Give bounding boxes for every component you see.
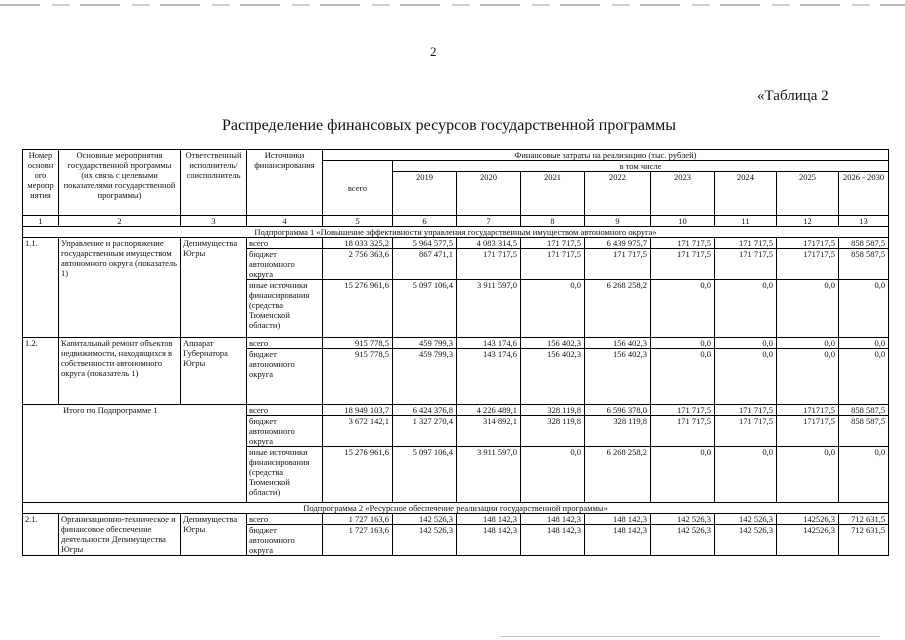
col-number: 13 <box>839 216 889 227</box>
value: 1 727 163,6 <box>323 525 393 556</box>
value: 3 911 597,0 <box>457 447 521 503</box>
table-label: «Таблица 2 <box>757 88 829 104</box>
value: 4 226 489,1 <box>457 405 521 416</box>
header-year: 2019 <box>393 172 457 216</box>
header-responsible: Ответственный исполнитель/ соисполнитель <box>181 150 247 216</box>
table-row <box>23 514 889 525</box>
value: 5 964 577,5 <box>393 238 457 249</box>
value: 148 142,3 <box>585 525 651 556</box>
table-row <box>23 238 889 249</box>
source: бюджет автономного округа <box>247 416 323 447</box>
value: 459 799,3 <box>393 349 457 405</box>
col-number: 10 <box>651 216 715 227</box>
value: 0,0 <box>839 447 889 503</box>
value: 171 717,5 <box>715 249 777 280</box>
value: 1 727 163,6 <box>323 514 393 525</box>
value: 0,0 <box>651 349 715 405</box>
value: 1 327 270,4 <box>393 416 457 447</box>
activity-name: Капитальный ремонт объектов недвижимости, находящихся в собственности автономного округа (показатель 1) <box>59 338 181 405</box>
value: 171 717,5 <box>715 416 777 447</box>
value: 171717,5 <box>777 416 839 447</box>
value: 15 276 961,6 <box>323 447 393 503</box>
source: бюджет автономного округа <box>247 349 323 405</box>
header-year: 2026 - 2030 <box>839 172 889 216</box>
activity-name: Управление и распоряжение государственным имуществом автономного округа (показатель 1) <box>59 238 181 338</box>
value: 6 596 378,0 <box>585 405 651 416</box>
value: 156 402,3 <box>521 349 585 405</box>
value: 171 717,5 <box>651 238 715 249</box>
value: 0,0 <box>715 349 777 405</box>
value: 0,0 <box>777 338 839 349</box>
header-activity: Основные мероприятия государственной программы (их связь с целевыми показателями государственной программы) <box>59 150 181 216</box>
responsible: Депимущества Югры <box>181 238 247 338</box>
col-number: 12 <box>777 216 839 227</box>
header-year: 2024 <box>715 172 777 216</box>
value: 171717,5 <box>777 238 839 249</box>
value: 0,0 <box>777 349 839 405</box>
value: 867 471,1 <box>393 249 457 280</box>
value: 148 142,3 <box>457 514 521 525</box>
value: 858 587,5 <box>839 416 889 447</box>
source: иные источники финансирования (средства Тюменской области) <box>247 280 323 338</box>
column-number-row <box>23 216 889 227</box>
scan-artifact-line <box>0 4 905 6</box>
document-title: Распределение финансовых ресурсов государственной программы <box>222 117 676 134</box>
col-number: 3 <box>181 216 247 227</box>
subtotal-label: Итого по Подпрограмме 1 <box>23 405 247 503</box>
header-source: Источники финансирования <box>247 150 323 216</box>
value: 0,0 <box>715 338 777 349</box>
activity-name: Организационно-техническое и финансовое обеспечение деятельности Депимущества Югры <box>59 514 181 556</box>
value: 0,0 <box>651 338 715 349</box>
activity-number: 1.2. <box>23 338 59 405</box>
header-year: 2023 <box>651 172 715 216</box>
value: 148 142,3 <box>457 525 521 556</box>
value: 4 083 314,5 <box>457 238 521 249</box>
value: 142526,3 <box>777 514 839 525</box>
value: 0,0 <box>521 280 585 338</box>
value: 328 119,8 <box>585 416 651 447</box>
header-number: Номер основн ого меропр иятия <box>23 150 59 216</box>
header-total: всего <box>323 161 393 216</box>
value: 143 174,6 <box>457 349 521 405</box>
value: 142526,3 <box>777 525 839 556</box>
value: 171 717,5 <box>521 238 585 249</box>
col-number: 6 <box>393 216 457 227</box>
col-number: 7 <box>457 216 521 227</box>
value: 171 717,5 <box>585 249 651 280</box>
value: 142 526,3 <box>651 525 715 556</box>
value: 156 402,3 <box>585 338 651 349</box>
value: 148 142,3 <box>585 514 651 525</box>
value: 2 756 363,6 <box>323 249 393 280</box>
source: всего <box>247 338 323 349</box>
value: 171 717,5 <box>651 249 715 280</box>
value: 171 717,5 <box>521 249 585 280</box>
responsible: Депимущества Югры <box>181 514 247 556</box>
header-year: 2020 <box>457 172 521 216</box>
value: 142 526,3 <box>715 525 777 556</box>
table-row <box>23 405 889 416</box>
source: всего <box>247 514 323 525</box>
value: 0,0 <box>715 447 777 503</box>
col-number: 11 <box>715 216 777 227</box>
scan-artifact-line <box>500 636 880 637</box>
value: 0,0 <box>777 447 839 503</box>
value: 142 526,3 <box>715 514 777 525</box>
value: 712 631,5 <box>839 514 889 525</box>
value: 858 587,5 <box>839 238 889 249</box>
col-number: 2 <box>59 216 181 227</box>
value: 171 717,5 <box>715 405 777 416</box>
table-row <box>23 338 889 349</box>
value: 148 142,3 <box>521 514 585 525</box>
value: 171 717,5 <box>651 405 715 416</box>
value: 915 778,5 <box>323 349 393 405</box>
value: 171717,5 <box>777 249 839 280</box>
value: 156 402,3 <box>521 338 585 349</box>
value: 3 672 142,1 <box>323 416 393 447</box>
value: 5 097 106,4 <box>393 447 457 503</box>
value: 171 717,5 <box>651 416 715 447</box>
header-year: 2021 <box>521 172 585 216</box>
col-number: 1 <box>23 216 59 227</box>
value: 314 892,1 <box>457 416 521 447</box>
value: 858 587,5 <box>839 249 889 280</box>
value: 712 631,5 <box>839 525 889 556</box>
subprogram-2-title: Подпрограмма 2 «Ресурсное обеспечение реализации государственной программы» <box>23 503 889 514</box>
value: 0,0 <box>839 349 889 405</box>
value: 328 119,8 <box>521 416 585 447</box>
value: 148 142,3 <box>521 525 585 556</box>
header-fin-costs: Финансовые затраты на реализацию (тыс. рублей) <box>323 150 889 161</box>
value: 0,0 <box>839 280 889 338</box>
value: 0,0 <box>651 280 715 338</box>
col-number: 9 <box>585 216 651 227</box>
value: 328 119,8 <box>521 405 585 416</box>
source: всего <box>247 405 323 416</box>
value: 915 778,5 <box>323 338 393 349</box>
value: 3 911 597,0 <box>457 280 521 338</box>
col-number: 8 <box>521 216 585 227</box>
value: 171717,5 <box>777 405 839 416</box>
value: 15 276 961,6 <box>323 280 393 338</box>
value: 459 799,3 <box>393 338 457 349</box>
value: 18 033 325,2 <box>323 238 393 249</box>
source: всего <box>247 238 323 249</box>
value: 171 717,5 <box>715 238 777 249</box>
value: 6 439 975,7 <box>585 238 651 249</box>
value: 0,0 <box>715 280 777 338</box>
value: 0,0 <box>777 280 839 338</box>
value: 5 097 106,4 <box>393 280 457 338</box>
value: 143 174,6 <box>457 338 521 349</box>
col-number: 5 <box>323 216 393 227</box>
value: 6 424 376,8 <box>393 405 457 416</box>
activity-number: 1.1. <box>23 238 59 338</box>
source: иные источники финансирования (средства Тюменской области) <box>247 447 323 503</box>
value: 142 526,3 <box>393 525 457 556</box>
value: 0,0 <box>839 338 889 349</box>
value: 6 268 258,2 <box>585 447 651 503</box>
value: 18 949 103,7 <box>323 405 393 416</box>
page-number: 2 <box>430 44 437 59</box>
header-year: 2022 <box>585 172 651 216</box>
value: 858 587,5 <box>839 405 889 416</box>
source: бюджет автономного округа <box>247 249 323 280</box>
value: 142 526,3 <box>393 514 457 525</box>
value: 171 717,5 <box>457 249 521 280</box>
responsible: Аппарат Губернатора Югры <box>181 338 247 405</box>
header-year: 2025 <box>777 172 839 216</box>
value: 142 526,3 <box>651 514 715 525</box>
header-including: в том числе <box>393 161 889 172</box>
col-number: 4 <box>247 216 323 227</box>
finance-table <box>22 149 889 556</box>
activity-number: 2.1. <box>23 514 59 556</box>
value: 6 268 258,2 <box>585 280 651 338</box>
subprogram-1-title: Подпрограмма 1 «Повышение эффективности управления государственным имуществом автономного округа» <box>23 227 889 238</box>
value: 0,0 <box>521 447 585 503</box>
value: 0,0 <box>651 447 715 503</box>
value: 156 402,3 <box>585 349 651 405</box>
source: бюджет автономного округа <box>247 525 323 556</box>
